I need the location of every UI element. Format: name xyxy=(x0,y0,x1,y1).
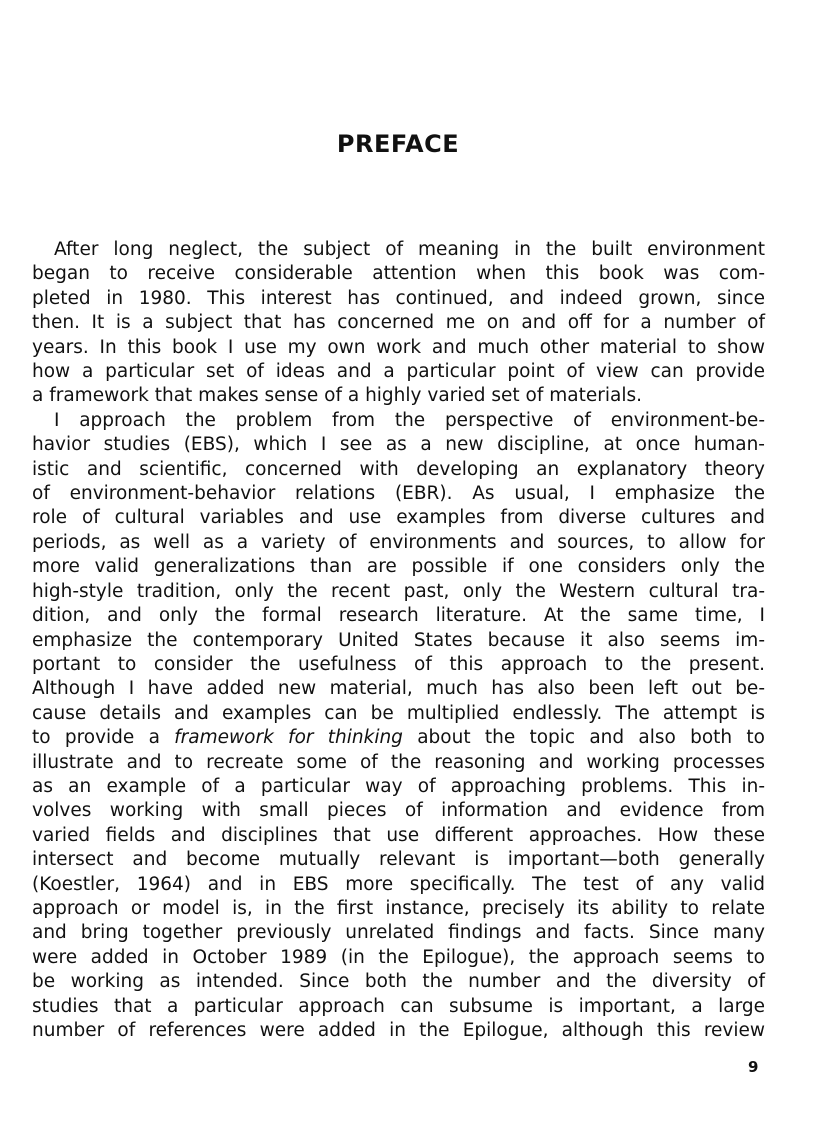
text-segment: about the topic and also both to xyxy=(402,727,765,749)
page-title: PREFACE xyxy=(336,130,460,158)
text-line: Although I have added new material, much has also been left out be- xyxy=(32,678,765,700)
text-line: began to receive considerable attention when this book was com- xyxy=(32,263,765,285)
text-line: portant to consider the usefulness of this approach to the present. xyxy=(32,653,765,675)
text-line: (Koestler, 1964) and in EBS more specifically. The test of any valid xyxy=(32,873,765,895)
text-line: dition, and only the formal research literature. At the same time, I xyxy=(32,605,765,627)
text-line: then. It is a subject that has concerned me on and off for a number of xyxy=(32,312,765,334)
text-line: I approach the problem from the perspective of environment-be- xyxy=(54,409,765,431)
text-line: cause details and examples can be multiplied endlessly. The attempt is xyxy=(32,702,765,724)
text-line: number of references were added in the Epilogue, although this review xyxy=(32,1020,765,1041)
text-line: more valid generalizations than are possible if one considers only the xyxy=(32,556,765,578)
text-line: illustrate and to recreate some of the reasoning and working processes xyxy=(32,751,765,773)
text-line: and bring together previously unrelated findings and facts. Since many xyxy=(32,922,765,944)
text-line: volves working with small pieces of information and evidence from xyxy=(32,800,765,822)
text-line: a framework that makes sense of a highly varied set of materials. xyxy=(32,385,643,407)
text-line: varied fields and disciplines that use different approaches. How these xyxy=(32,824,765,846)
text-line: After long neglect, the subject of meaning in the built environment xyxy=(54,239,765,260)
paragraph-1 xyxy=(32,238,765,409)
italic-phrase: framework for thinking xyxy=(174,727,403,749)
text-line: approach or model is, in the first instance, precisely its ability to relate xyxy=(32,897,765,919)
text-line: as an example of a particular way of approaching problems. This in- xyxy=(32,775,765,797)
text-line: high-style tradition, only the recent past, only the Western cultural tra- xyxy=(32,580,765,602)
text-line: istic and scientific, concerned with developing an explanatory theory xyxy=(32,458,765,480)
text-line: role of cultural variables and use examples from diverse cultures and xyxy=(32,507,765,529)
text-line: be working as intended. Since both the number and the diversity of xyxy=(32,971,765,993)
text-line: intersect and become mutually relevant is important—both generally xyxy=(32,849,765,871)
text-line: studies that a particular approach can subsume is important, a large xyxy=(32,995,765,1017)
page-number: 9 xyxy=(748,1058,759,1076)
text-line: periods, as well as a variety of environments and sources, to allow for xyxy=(32,531,765,553)
text-segment: to provide a xyxy=(32,727,175,749)
text-line: were added in October 1989 (in the Epilogue), the approach seems to xyxy=(32,946,765,968)
paragraph-2 xyxy=(32,409,765,1044)
text-line-with-italic xyxy=(32,726,765,750)
text-line: of environment-behavior relations (EBR). As usual, I emphasize the xyxy=(32,483,765,505)
body-text xyxy=(32,238,765,1043)
text-line: emphasize the contemporary United States because it also seems im- xyxy=(32,629,765,651)
text-line: havior studies (EBS), which I see as a new discipline, at once human- xyxy=(32,434,765,456)
text-line: pleted in 1980. This interest has continued, and indeed grown, since xyxy=(32,287,765,309)
text-line: years. In this book I use my own work and much other material to show xyxy=(32,336,765,358)
text-line: how a particular set of ideas and a particular point of view can provide xyxy=(32,361,765,383)
